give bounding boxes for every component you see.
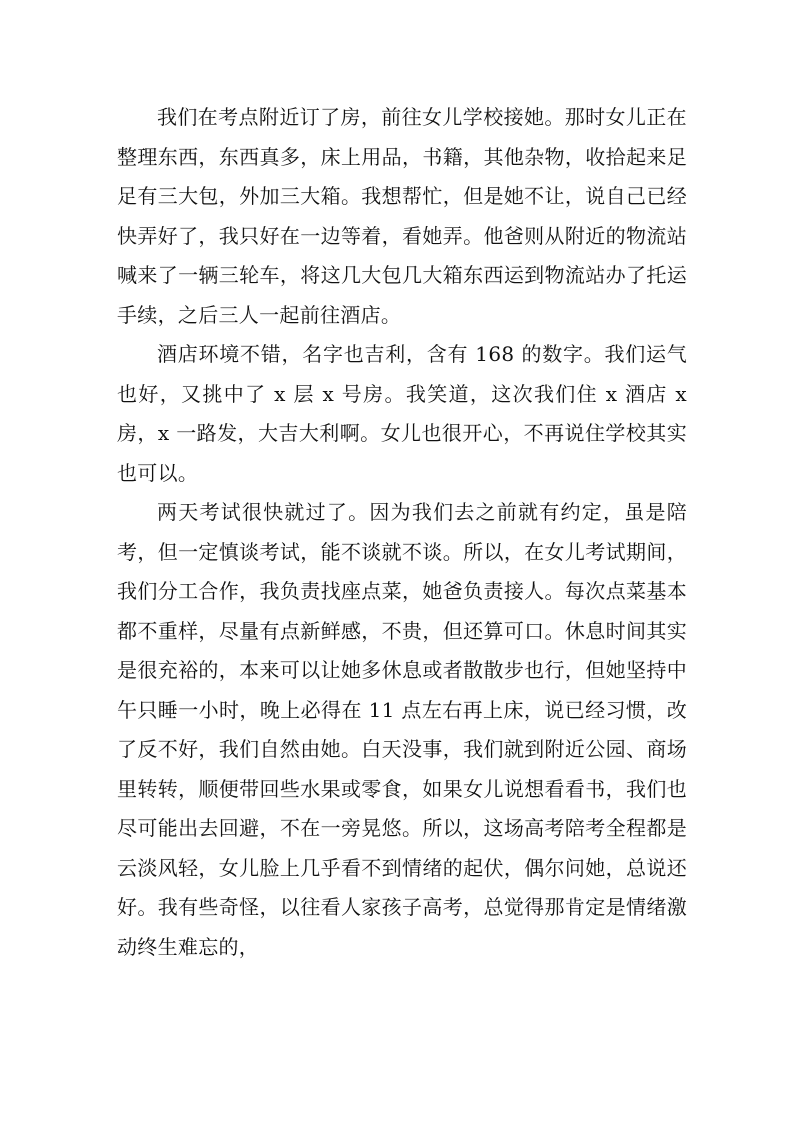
body-text [117, 98, 687, 967]
paragraph-3: 两天考试很快就过了。因为我们去之前就有约定，虽是陪考，但一定慎谈考试，能不谈就不谈。所以，在女儿考试期间，我们分工合作，我负责找座点菜，她爸负责接人。每次点菜基本都不重样，尽量有点新鲜感，不贵，但还算可口。休息时间其实是很充裕的，本来可以让她多休息或者散散步也行，但她坚持中午只睡一小时，晚上必得在 11 点左右再上床，说已经习惯，改了反不好，我们自然由她。白天没事，我们就到附近公园、商场里转转，顺便带回些水果或零食，如果女儿说想看看书，我们也尽可能出去回避，不在一旁晃悠。所以，这场高考陪考全程都是云淡风轻，女儿脸上几乎看不到情绪的起伏，偶尔问她，总说还好。我有些奇怪，以往看人家孩子高考，总觉得那肯定是情绪激动终生难忘的， [117, 500, 687, 959]
paragraph-2: 酒店环境不错，名字也吉利，含有 168 的数字。我们运气也好，又挑中了 x 层 x 号房。我笑道，这次我们住 x 酒店 x 房，x 一路发，大吉大利啊。女儿也很开心，不再说住学校其实也可以。 [117, 342, 687, 485]
paragraph-1: 我们在考点附近订了房，前往女儿学校接她。那时女儿正在整理东西，东西真多，床上用品，书籍，其他杂物，收拾起来足足有三大包，外加三大箱。我想帮忙，但是她不让，说自己已经快弄好了，我只好在一边等着，看她弄。他爸则从附近的物流站喊来了一辆三轮车，将这几大包几大箱东西运到物流站办了托运手续，之后三人一起前往酒店。 [117, 105, 687, 327]
